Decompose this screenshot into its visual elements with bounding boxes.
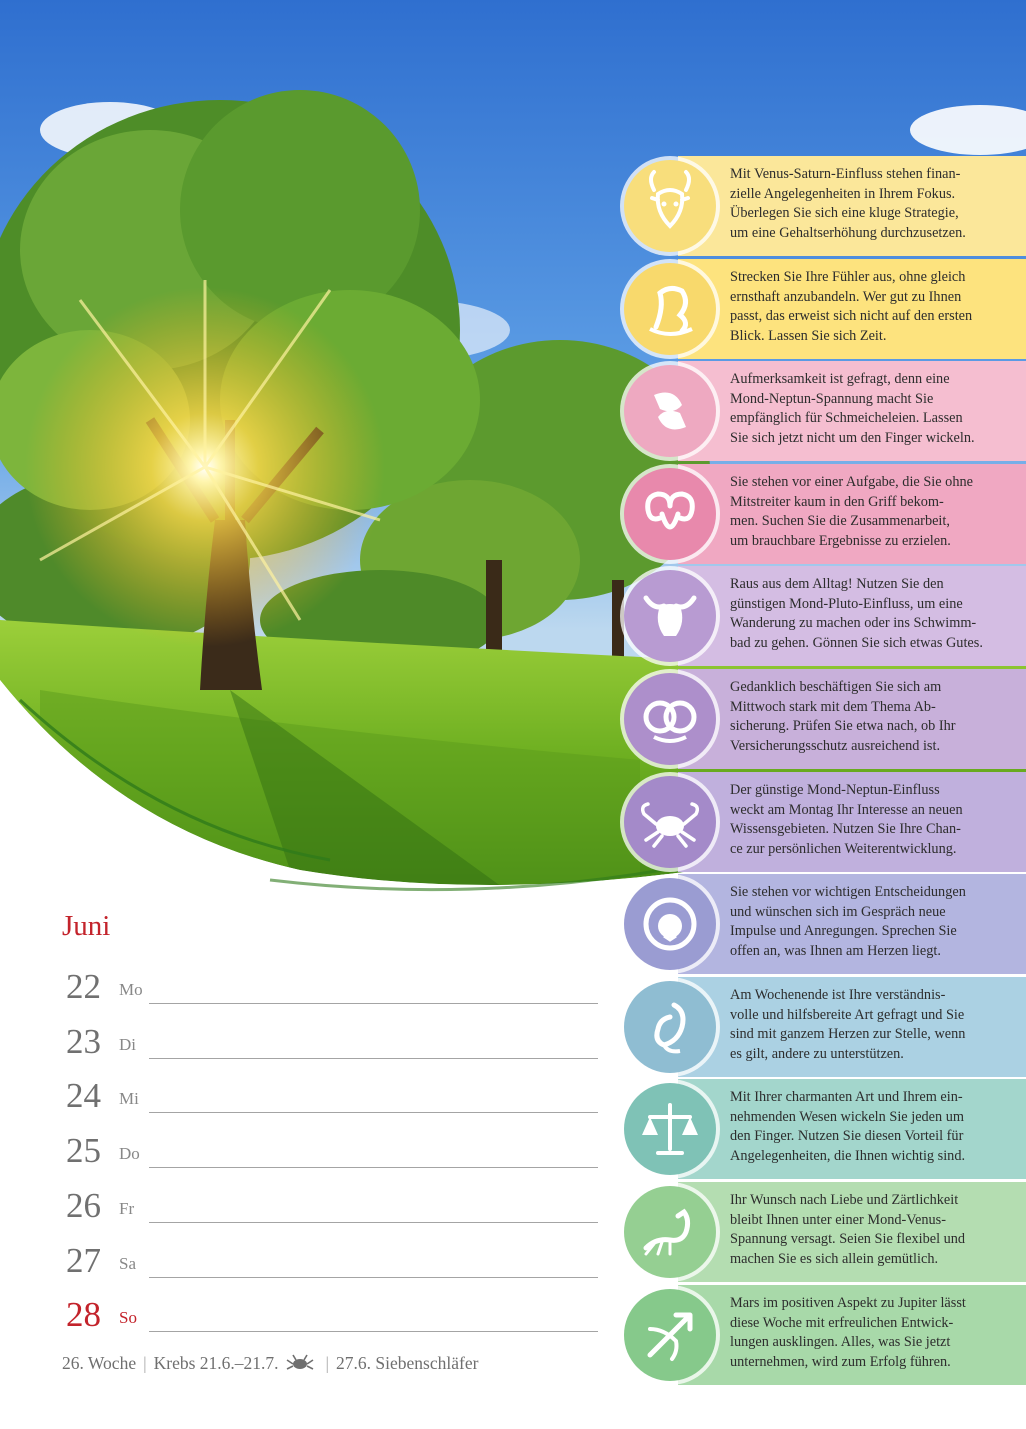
horoscope-row — [678, 464, 1026, 564]
horoscope-text: Mit Ihrer charmanten Art und Ihrem ein- nehmenden Wesen wickeln Sie jeden um den Finger. Nutzen Sie diesen Vorteil für Angelegenheiten, die Ihnen wichtig sind. — [730, 1089, 966, 1164]
day-row — [66, 1074, 598, 1124]
horoscope-row — [678, 669, 1026, 769]
leo-icon — [624, 878, 716, 970]
zodiac-period: Krebs 21.6.–21.7. — [153, 1353, 279, 1373]
writing-line[interactable] — [149, 1112, 598, 1113]
day-number: 23 — [66, 1021, 101, 1061]
horoscope-text: Der günstige Mond-Neptun-Einfluss weckt am Montag Ihr Interesse an neuen Wissensgebieten. Nutzen Sie Ihre Chan- ce zur persönlichen Weiterentwicklung. — [730, 782, 963, 857]
weekday-abbr: So — [119, 1308, 137, 1328]
weekday-abbr: Do — [119, 1144, 140, 1164]
horoscope-row — [678, 1285, 1026, 1385]
day-row — [66, 1020, 598, 1070]
horoscope-text: Gedanklich beschäftigen Sie sich am Mittwoch stark mit dem Thema Ab- sicherung. Prüfen Sie etwa nach, ob Ihr Versicherungsschutz ausreichend ist. — [730, 679, 956, 754]
day-row — [66, 1239, 598, 1289]
horoscope-row — [678, 259, 1026, 359]
writing-line[interactable] — [149, 1277, 598, 1278]
day-number: 26 — [66, 1185, 101, 1225]
horoscope-text: Am Wochenende ist Ihre verständnis- volle und hilfsbereite Art gefragt und Sie sind mit ganzem Herzen zur Stelle, wenn es gilt, andere zu unterstützen. — [730, 987, 966, 1062]
weekday-abbr: Sa — [119, 1253, 136, 1273]
horoscope-row — [678, 977, 1026, 1077]
day-row — [66, 965, 598, 1015]
writing-line[interactable] — [149, 1003, 598, 1004]
writing-line[interactable] — [149, 1222, 598, 1223]
weekday-abbr: Fr — [119, 1198, 135, 1218]
horoscope-text: Strecken Sie Ihre Fühler aus, ohne gleich ernsthaft anzubandeln. Wer gut zu Ihnen passt, das erweist sich nicht auf den ersten Blick. Lassen Sie sich Zeit. — [730, 269, 973, 344]
horoscope-row — [678, 874, 1026, 974]
cancer-icon — [285, 1354, 315, 1372]
pisces-icon — [624, 365, 716, 457]
scorpio-icon — [624, 1186, 716, 1278]
weekday-abbr: Mo — [119, 980, 143, 999]
horoscope-text: Sie stehen vor einer Aufgabe, die Sie ohne Mitstreiter kaum in den Griff bekom- men. Suchen Sie die Zusammenarbeit, um brauchbare Ergebnisse zu erzielen. — [730, 474, 973, 549]
day-row — [66, 1184, 598, 1234]
week-number: 26. Woche — [62, 1353, 137, 1373]
gemini-icon — [624, 673, 716, 765]
libra-icon — [624, 1083, 716, 1175]
weekday-abbr: Mi — [119, 1089, 139, 1109]
horoscope-text: Ihr Wunsch nach Liebe und Zärtlichkeit bleibt Ihnen unter einer Mond-Venus- Spannung versagt. Seien Sie flexibel und machen Sie es sich allein gemütlich. — [730, 1192, 966, 1267]
day-row — [66, 1129, 598, 1179]
day-number: 22 — [66, 967, 101, 1006]
horoscope-row — [678, 156, 1026, 256]
separator: | — [143, 1353, 147, 1373]
horoscope-row — [678, 772, 1026, 872]
cancer-icon — [624, 776, 716, 868]
day-number: 28 — [66, 1295, 101, 1335]
horoscope-row — [678, 361, 1026, 461]
horoscope-row — [678, 1182, 1026, 1282]
writing-line[interactable] — [149, 1167, 598, 1168]
weekday-abbr: Di — [119, 1034, 136, 1054]
day-number: 27 — [66, 1240, 101, 1280]
day-row — [66, 1293, 598, 1343]
capricorn-icon — [624, 160, 716, 252]
horoscope-row — [678, 566, 1026, 666]
writing-line[interactable] — [149, 1058, 598, 1059]
week-footer — [62, 1353, 478, 1374]
day-number: 24 — [66, 1076, 101, 1116]
taurus-icon — [624, 570, 716, 662]
horoscope-row — [678, 1079, 1026, 1179]
day-number: 25 — [66, 1131, 101, 1171]
holiday-note: 27.6. Siebenschläfer — [336, 1353, 479, 1373]
month-title: Juni — [62, 910, 111, 942]
writing-line[interactable] — [149, 1331, 598, 1332]
aquarius-icon — [624, 263, 716, 355]
sagittarius-icon — [624, 1289, 716, 1381]
horoscope-text: Mit Venus-Saturn-Einfluss stehen finan- zielle Angelegenheiten in Ihrem Fokus. Überlegen Sie sich eine kluge Strategie, um eine Gehaltserhöhung durchzusetzen. — [730, 166, 966, 241]
horoscope-text: Sie stehen vor wichtigen Entscheidungen und wünschen sich im Gespräch neue Impulse und Anregungen. Sprechen Sie offen an, was Ihnen am Herzen liegt. — [730, 884, 966, 959]
aries-icon — [624, 468, 716, 560]
virgo-icon — [624, 981, 716, 1073]
separator: | — [325, 1353, 330, 1373]
horoscope-text: Raus aus dem Alltag! Nutzen Sie den günstigen Mond-Pluto-Einfluss, um eine Wanderung zu machen oder ins Schwimm- bad zu gehen. Gönnen Sie sich etwas Gutes. — [730, 576, 983, 651]
horoscope-text: Aufmerksamkeit ist gefragt, denn eine Mond-Neptun-Spannung macht Sie empfänglich für Schmeicheleien. Lassen Sie sich jetzt nicht um den Finger wickeln. — [730, 371, 975, 446]
horoscope-text: Mars im positiven Aspekt zu Jupiter lässt diese Woche mit erfreulichen Entwick- lungen ausklingen. Alles, was Sie jetzt unternehmen, wird zum Erfolg führen. — [730, 1295, 966, 1370]
